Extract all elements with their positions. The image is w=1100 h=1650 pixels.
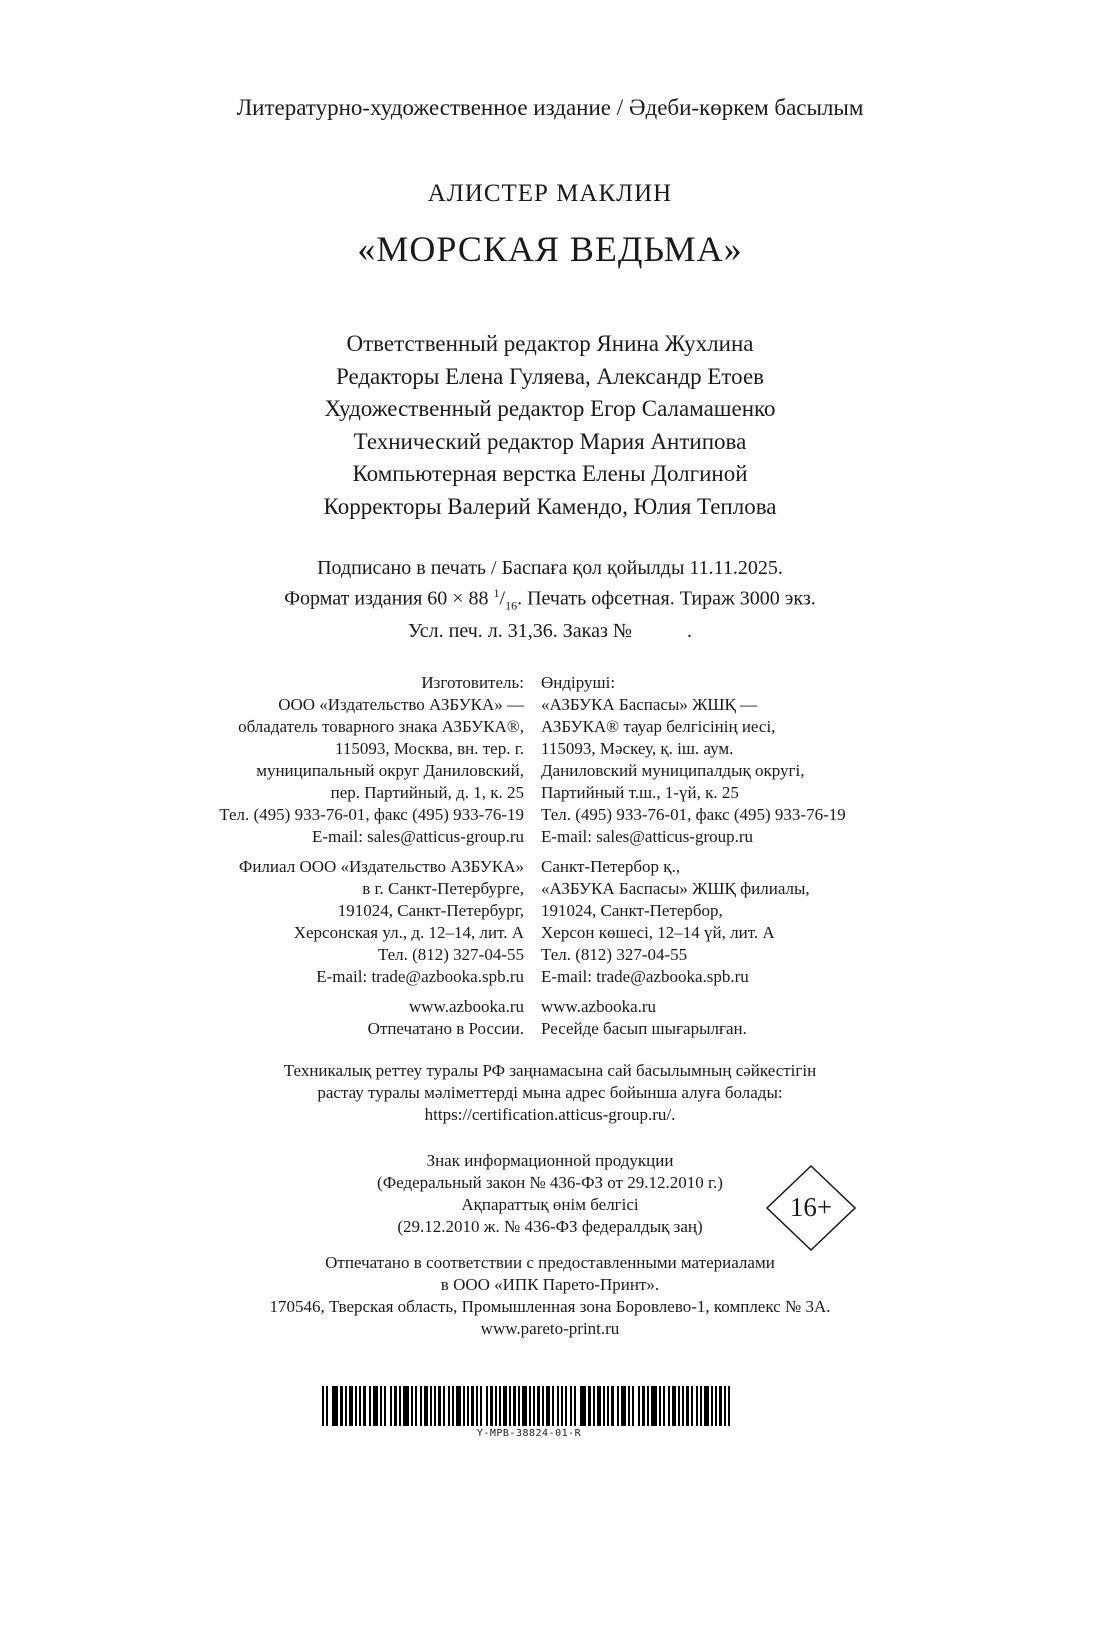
- print-info-format: Формат издания 60 × 88 $^1/_{16}$. Печать офсетная. Тираж 3000 экз.: [284, 586, 816, 613]
- text-line: www.azbooka.ru: [541, 997, 657, 1016]
- text-line: растау туралы мәліметтерді мына адрес бойынша алуға болады:: [317, 1083, 783, 1102]
- manufacturer-ru-footer: [219, 996, 524, 1040]
- manufacturer-kz-head: [541, 672, 846, 848]
- manufacturer-kz-branch: [541, 856, 846, 988]
- text-line: E-mail: sales@atticus-group.ru: [311, 827, 524, 846]
- text-line: E-mail: trade@azbooka.spb.ru: [541, 967, 749, 986]
- text-line: АЗБУКА® тауар белгісінің иесі,: [541, 717, 776, 736]
- text-line: Санкт-Петербор қ.,: [541, 857, 681, 876]
- manufacturer-ru-branch: [219, 856, 524, 988]
- text-line: Тел. (495) 933-76-01, факс (495) 933-76-19: [219, 805, 524, 824]
- format-fraction-numerator: 1: [493, 586, 500, 600]
- age-rating-badge: [766, 1165, 856, 1251]
- text-line: Изготовитель:: [421, 673, 524, 692]
- format-text: Формат издания 60 × 88: [284, 587, 494, 610]
- barcode: [322, 1386, 736, 1426]
- text-line: пер. Партийный, д. 1, к. 25: [330, 783, 524, 802]
- credits-block: [0, 328, 1100, 523]
- text-line: E-mail: sales@atticus-group.ru: [541, 827, 754, 846]
- text-line: (29.12.2010 ж. № 436-ФЗ федералдық заң): [397, 1217, 703, 1236]
- author-name: АЛИСТЕР МАКЛИН: [427, 180, 673, 207]
- manufacturer-ru-head: [219, 672, 524, 848]
- text-line: Техникалық реттеу туралы РФ заңнамасына сай басылымның сәйкестігін: [283, 1061, 817, 1080]
- age-rating-text: 16+: [789, 1192, 833, 1222]
- printer-block: [0, 1252, 1100, 1340]
- info-sign-block: [0, 1150, 1100, 1238]
- credit-line: Технический редактор Мария Антипова: [353, 428, 747, 454]
- text-line: Өндіруші:: [541, 673, 616, 692]
- text-line: 115093, Мәскеу, қ. іш. аум.: [541, 739, 734, 758]
- text-line: Ресейде басып шығарылған.: [541, 1019, 747, 1038]
- text-line: Отпечатано в соответствии с предоставленными материалами: [325, 1253, 775, 1272]
- text-line: «АЗБУКА Баспасы» ЖШҚ —: [541, 695, 758, 714]
- manufacturer-ru-column: [219, 672, 524, 1040]
- text-line: Ақпараттық өнім белгісі: [461, 1195, 639, 1214]
- text-line: 115093, Москва, вн. тер. г.: [334, 739, 524, 758]
- text-line: 170546, Тверская область, Промышленная зона Боровлево-1, комплекс № 3А.: [269, 1297, 831, 1316]
- tech-regulation-block: [0, 1060, 1100, 1126]
- text-line: обладатель товарного знака АЗБУКА®,: [238, 717, 524, 736]
- barcode-label: Y-MPB-38824-01-R: [476, 1428, 582, 1439]
- manufacturer-kz-footer: [541, 996, 846, 1040]
- book-title: «МОРСКАЯ ВЕДЬМА»: [357, 229, 743, 269]
- text-line: Тел. (812) 327-04-55: [541, 945, 688, 964]
- printer-url: www.pareto-print.ru: [480, 1319, 620, 1338]
- credit-line: Компьютерная верстка Елены Долгиной: [352, 461, 748, 486]
- format-fraction-denominator: 16: [505, 598, 518, 613]
- text-line: Херсон көшесі, 12–14 үй, лит. А: [541, 923, 775, 942]
- credit-line: Ответственный редактор Янина Жухлина: [346, 331, 754, 356]
- text-line: ООО «Издательство АЗБУКА» —: [278, 695, 524, 714]
- certification-url: https://certification.atticus-group.ru/.: [424, 1105, 676, 1124]
- credit-line: Художественный редактор Егор Саламашенко: [324, 396, 776, 421]
- credit-line: Корректоры Валерий Камендо, Юлия Теплова: [323, 493, 777, 519]
- text-line: Партийный т.ш., 1-үй, к. 25: [541, 783, 739, 802]
- text-line: www.azbooka.ru: [408, 997, 524, 1016]
- text-line: (Федеральный закон № 436-ФЗ от 29.12.2010 г.): [377, 1173, 723, 1192]
- text-line: Филиал ООО «Издательство АЗБУКА»: [238, 857, 524, 876]
- text-line: E-mail: trade@azbooka.spb.ru: [316, 967, 524, 986]
- text-line: 191024, Санкт-Петербург,: [337, 901, 524, 920]
- series-line: Литературно-художественное издание / Әдеби-көркем басылым: [236, 95, 864, 120]
- text-line: Отпечатано в России.: [367, 1019, 524, 1038]
- print-info-block: [0, 556, 1100, 644]
- text-line: в ООО «ИПК Парето-Принт».: [440, 1275, 660, 1294]
- text-line: 191024, Санкт-Петербор,: [541, 901, 723, 920]
- text-line: Даниловский муниципалдық округі,: [541, 761, 805, 780]
- print-info-signed: Подписано в печать / Баспаға қол қойылды 11.11.2025.: [317, 557, 783, 579]
- format-text-after: . Печать офсетная. Тираж 3000 экз.: [517, 587, 816, 610]
- text-line: Тел. (812) 327-04-55: [377, 945, 524, 964]
- text-line: «АЗБУКА Баспасы» ЖШҚ филиалы,: [541, 879, 810, 898]
- text-line: Знак информационной продукции: [426, 1151, 674, 1170]
- text-line: Херсонская ул., д. 12–14, лит. А: [293, 923, 524, 942]
- manufacturer-kz-column: [541, 672, 846, 1040]
- text-line: в г. Санкт-Петербурге,: [362, 879, 524, 898]
- text-line: Тел. (495) 933-76-01, факс (495) 933-76-19: [541, 805, 846, 824]
- print-info-order: Усл. печ. л. 31,36. Заказ № .: [408, 619, 692, 642]
- text-line: муниципальный округ Даниловский,: [256, 761, 524, 780]
- credit-line: Редакторы Елена Гуляева, Александр Етоев: [335, 363, 765, 389]
